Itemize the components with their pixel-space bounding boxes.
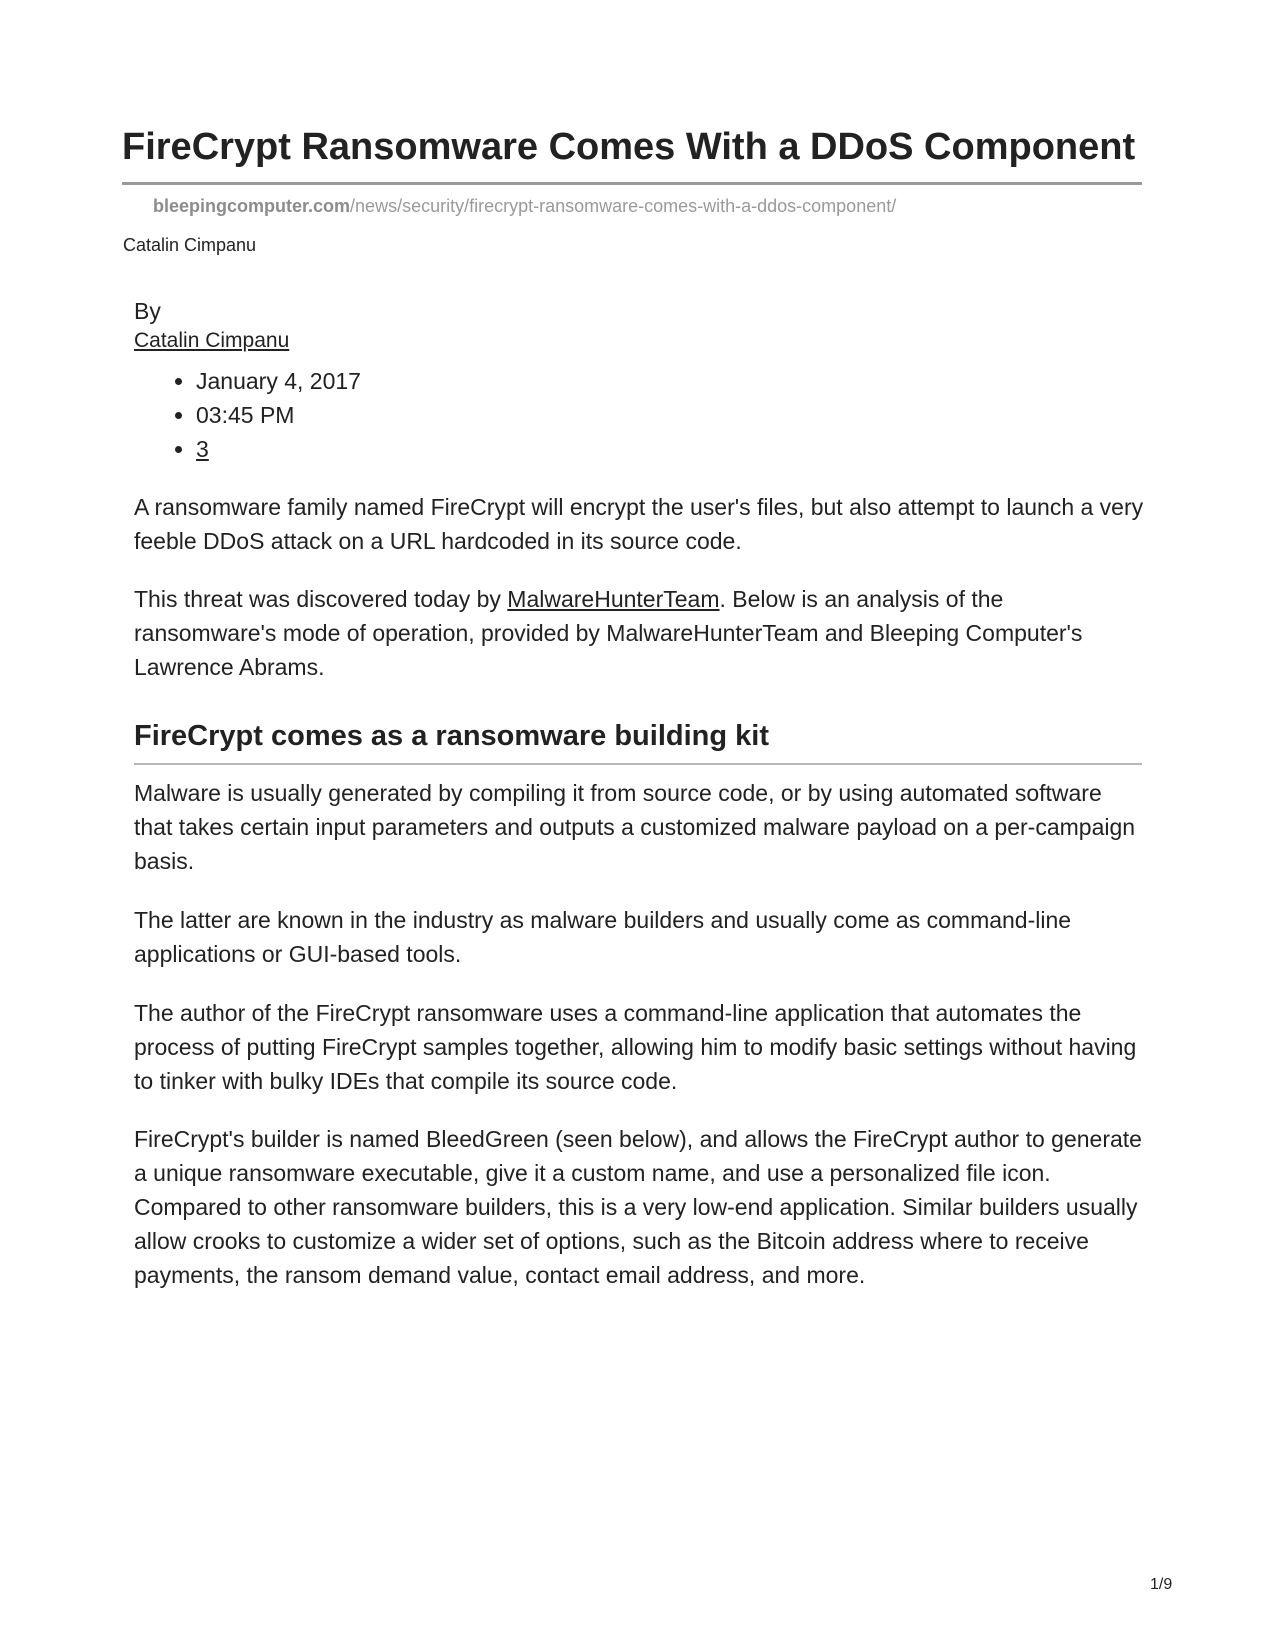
paragraph-discovery-text-start: This threat was discovered today by: [134, 586, 508, 612]
paragraph-malware-generation: Malware is usually generated by compiling it from source code, or by using automated software that takes certain input parameters and outputs a customized malware payload on a per-campaign basis.: [134, 780, 1136, 874]
paragraph-discovery-text-end: . Below is an analysis of the ransomware's mode of operation, provided by MalwareHunterTeam and Bleeping Computer's Lawrence Abrams.: [134, 586, 1083, 680]
byline-author-link[interactable]: Catalin Cimpanu: [134, 329, 290, 352]
byline-label: By: [134, 298, 161, 324]
page-title: FireCrypt Ransomware Comes With a DDoS Component: [122, 126, 1136, 168]
paragraph-malware-builders: The latter are known in the industry as malware builders and usually come as command-line applications or GUI-based tools.: [134, 907, 1072, 967]
header-author: Catalin Cimpanu: [123, 235, 257, 255]
source-domain: bleepingcomputer.com: [153, 196, 351, 216]
source-path: /news/security/firecrypt-ransomware-comes-with-a-ddos-component/: [350, 196, 897, 216]
malwarehunterteam-link[interactable]: MalwareHunterTeam: [507, 586, 720, 612]
paragraph-discovery: [134, 582, 1144, 684]
article-time: • 03:45 PM: [196, 398, 361, 432]
article-meta-list: [134, 364, 361, 466]
source-url: [153, 195, 896, 217]
article-comments-item: [196, 432, 361, 466]
article-date: • January 4, 2017: [196, 364, 361, 398]
page-number: 1/9: [1150, 1576, 1173, 1593]
paragraph-bleedgreen-builder: FireCrypt's builder is named BleedGreen (seen below), and allows the FireCrypt author to generate a unique ransomware executable, give it a custom name, and use a personalized file icon. Compared to other ransomware builders, this is a very low-end application. Similar builders usually allow crooks to customize a wider set of options, such as the Bitcoin address where to receive payments, the ransom demand value, contact email address, and more.: [134, 1126, 1142, 1288]
section-divider: [134, 763, 1142, 765]
paragraph-command-line-app: The author of the FireCrypt ransomware uses a command-line application that automates the process of putting FireCrypt samples together, allowing him to modify basic settings without having to tinker with bulky IDEs that compile its source code.: [134, 1000, 1137, 1094]
section-heading: FireCrypt comes as a ransomware building kit: [134, 720, 769, 752]
paragraph-intro: A ransomware family named FireCrypt will encrypt the user's files, but also attempt to launch a very feeble DDoS attack on a URL hardcoded in its source code.: [134, 494, 1144, 554]
title-divider: [122, 182, 1142, 185]
comments-count-link[interactable]: 3: [196, 436, 209, 462]
